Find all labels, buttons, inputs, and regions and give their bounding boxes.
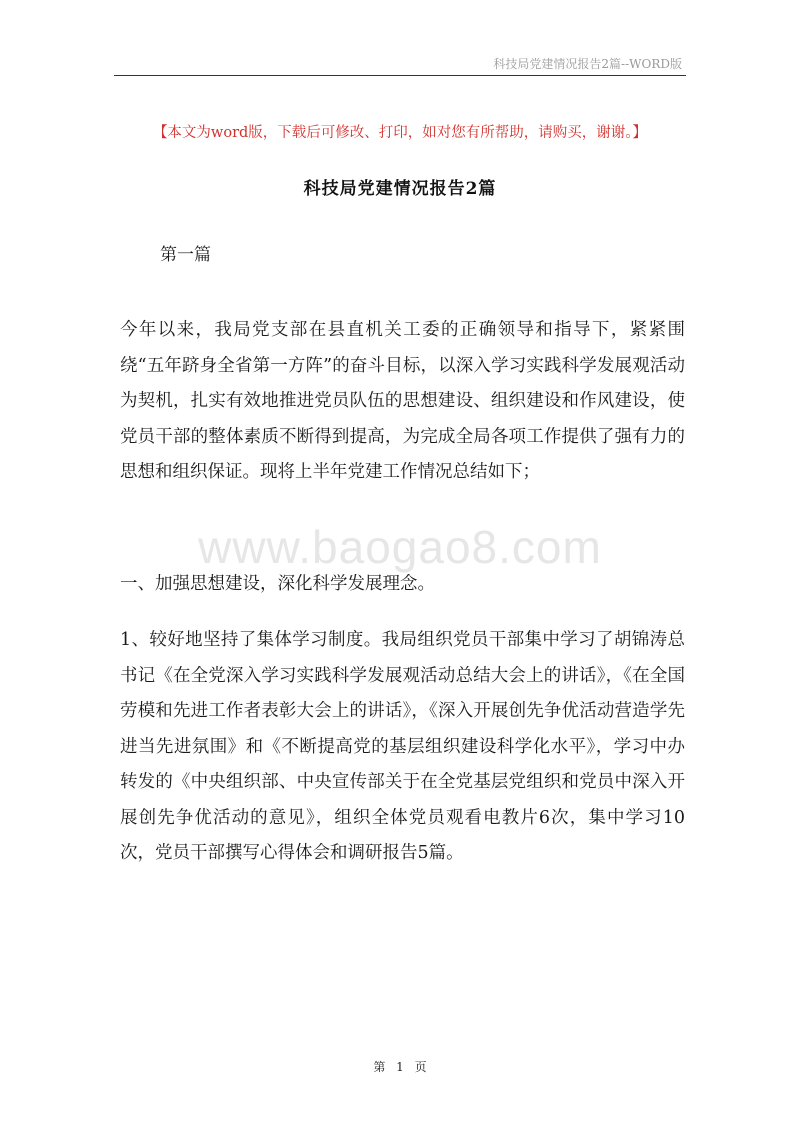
body-paragraph: 1、较好地坚持了集体学习制度。我局组织党员干部集中学习了胡锦涛总书记《在全党深入学习实践科学发展观活动总结大会上的讲话》，《在全国劳模和先进工作者表彰大会上的讲话》，《深入开展创先争优活动营造学先进当先进氛围》和《不断提高党的基层组织建设科学化水平》，学习中办转发的《中央组织部、中央宣传部关于在全党基层党组织和党员中深入开展创先争优活动的意见》，组织全体党员观看电教片6次，集中学习10次，党员干部撰写心得体会和调研报告5篇。	[120, 630, 685, 863]
page-footer	[0, 1058, 800, 1075]
page-number: 1	[396, 1060, 404, 1074]
purchase-notice: 【本文为word版，下载后可修改、打印，如对您有所帮助，请购买，谢谢。】	[152, 125, 648, 141]
document-title: 科技局党建情况报告2篇	[303, 179, 497, 199]
site-watermark: www.baogao8.com	[198, 521, 602, 573]
section-heading: 一、加强思想建设，深化科学发展理念。	[120, 574, 435, 594]
page-suffix: 页	[414, 1060, 427, 1074]
page-prefix: 第	[373, 1060, 386, 1074]
intro-paragraph: 今年以来，我局党支部在县直机关工委的正确领导和指导下，紧紧围绕“五年跻身全省第一方阵”的奋斗目标，以深入学习实践科学发展观活动为契机，扎实有效地推进党员队伍的思想建设、组织建设和作风建设，使党员干部的整体素质不断得到提高，为完成全局各项工作提供了强有力的思想和组织保证。现将上半年党建工作情况总结如下；	[120, 320, 685, 482]
header-divider	[114, 75, 686, 76]
section-label: 第一篇	[160, 245, 211, 265]
running-header: 科技局党建情况报告2篇--WORD版	[493, 57, 682, 71]
